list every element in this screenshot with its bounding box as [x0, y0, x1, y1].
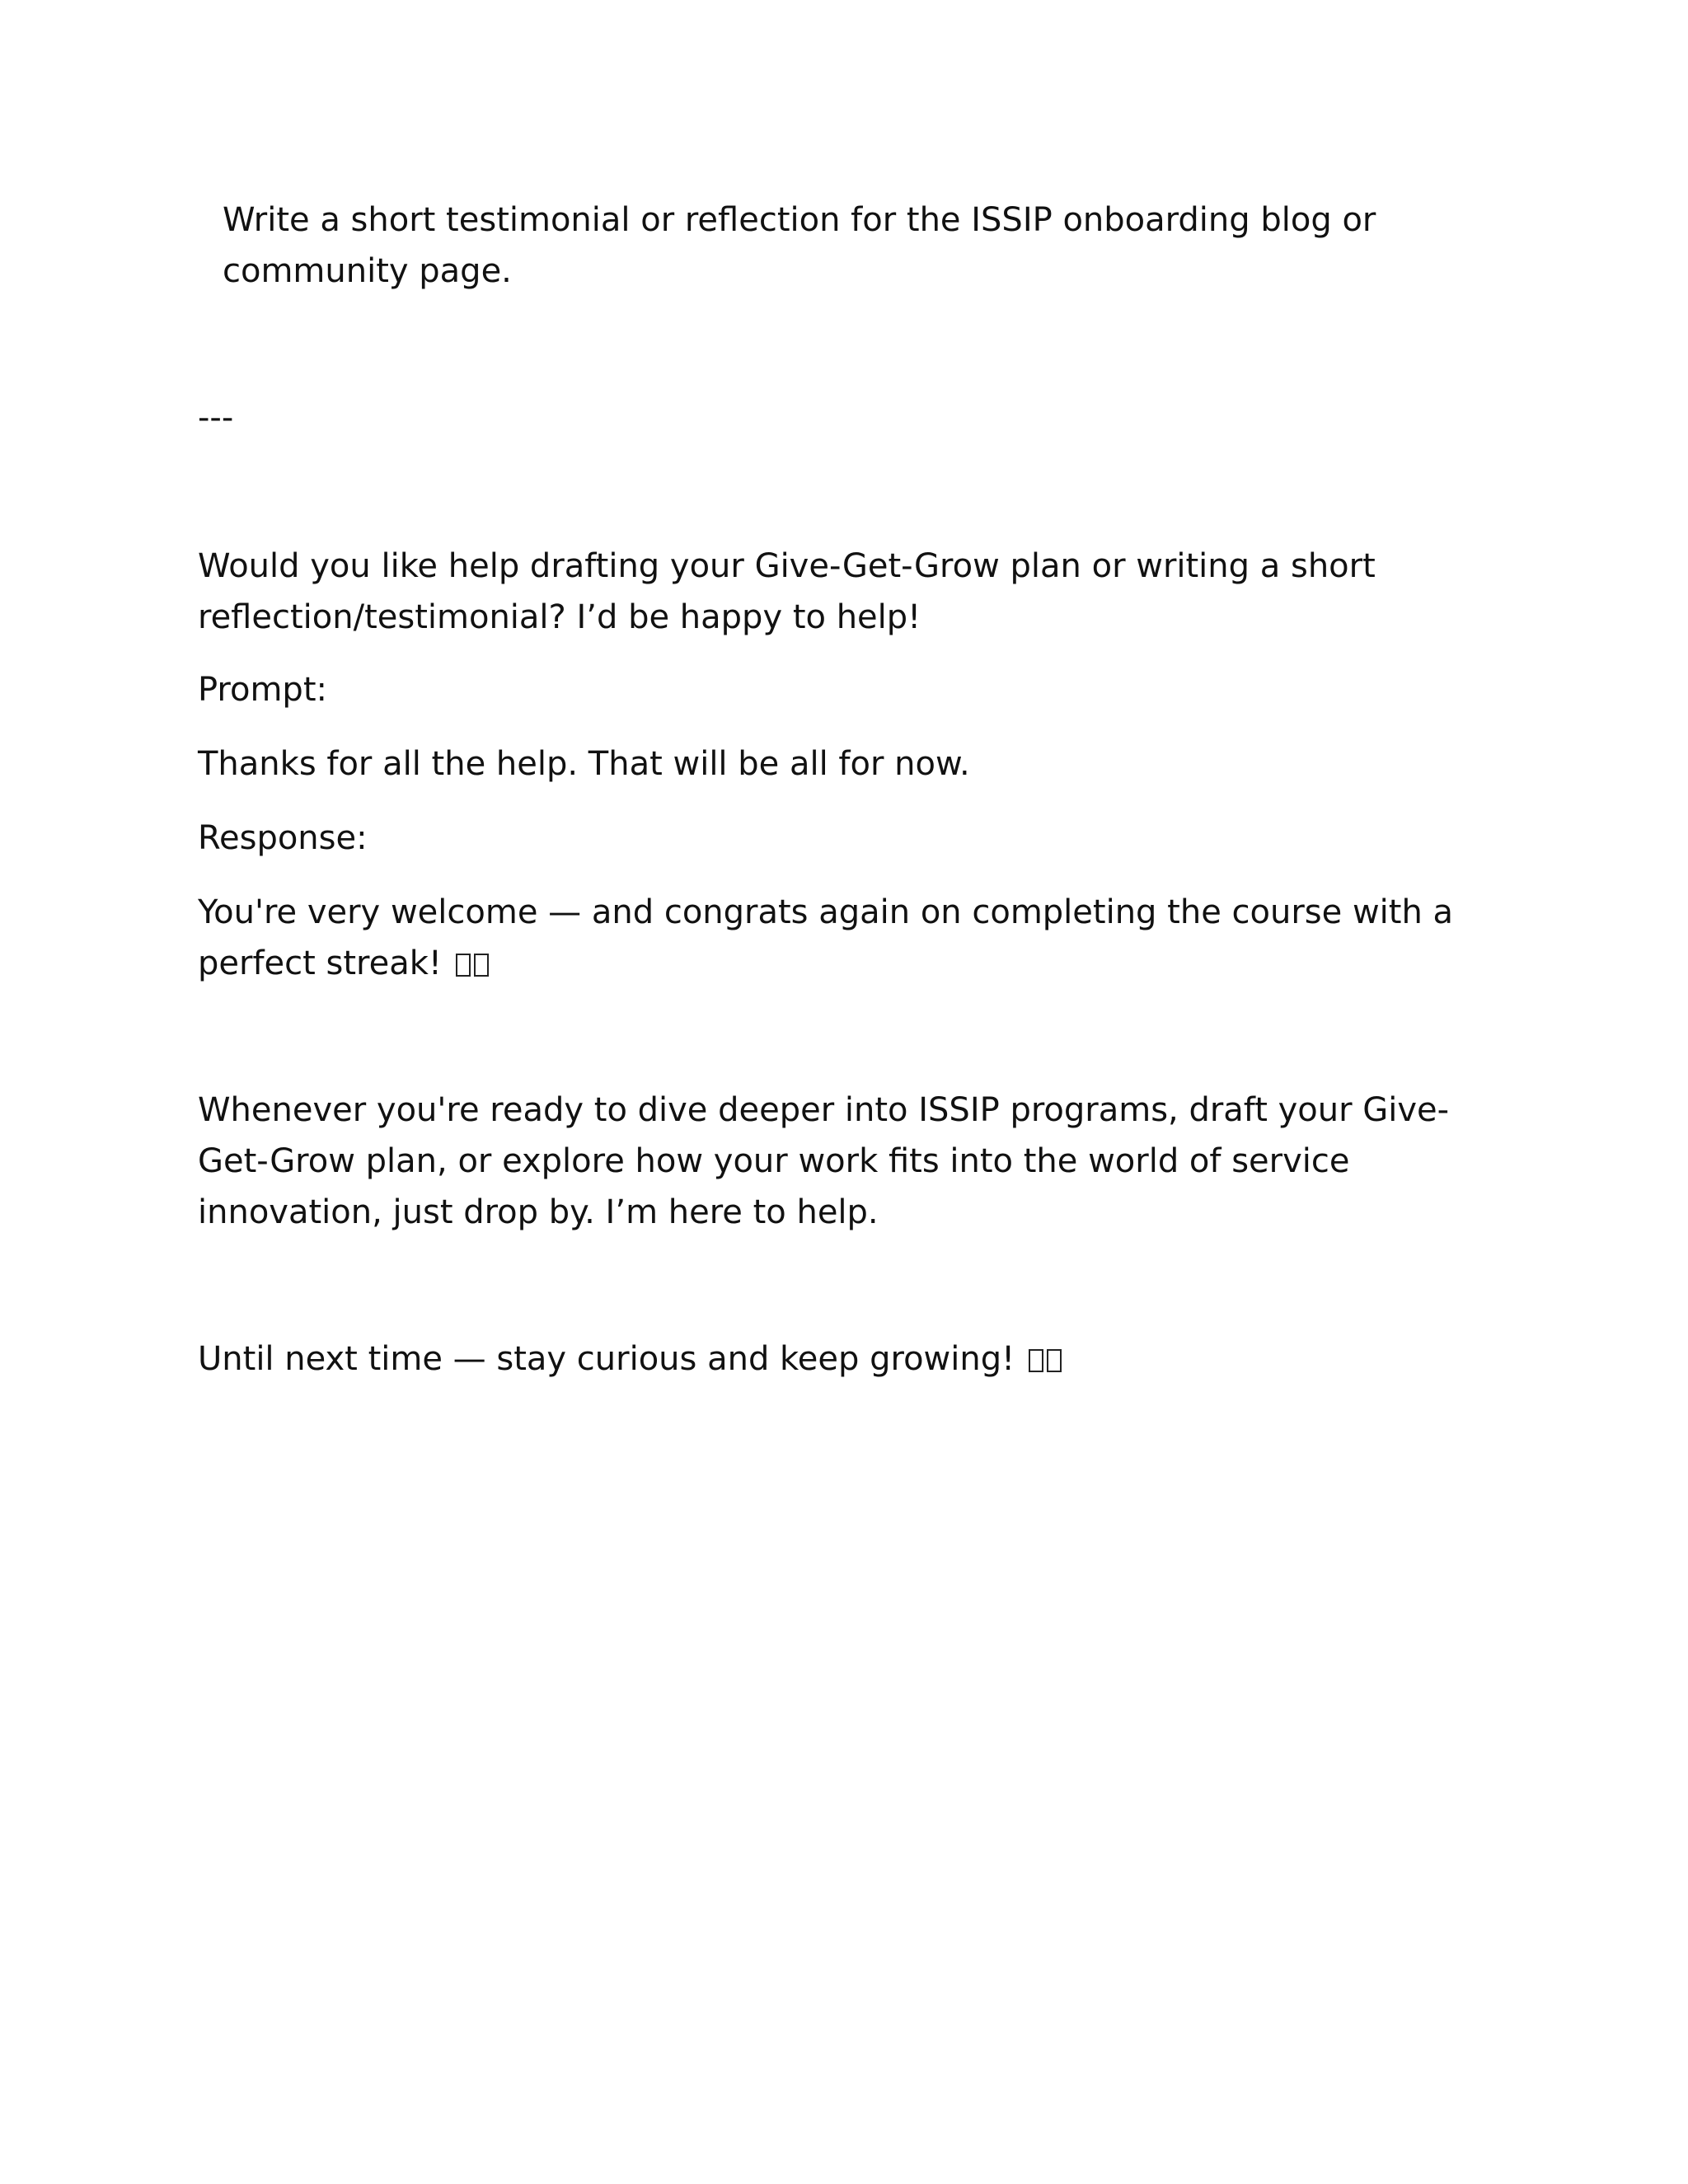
missing-emoji-icon — [1029, 1349, 1043, 1372]
farewell-paragraph — [198, 1333, 1484, 1385]
ready-paragraph: Whenever you're ready to dive deeper into ISSIP programs, draft your Give-Get-Grow plan, or explore how your work fits into the world of service innovation, just drop by. I’m here to help. — [198, 1091, 1450, 1231]
welcome-paragraph — [198, 887, 1484, 989]
missing-emoji-icon — [474, 954, 489, 977]
offer-paragraph: Would you like help drafting your Give-Get-Grow plan or writing a short reflection/testimonial? I’d be happy to help! — [198, 547, 1376, 636]
prompt-label: Prompt: — [198, 671, 327, 709]
missing-emoji-icon — [456, 954, 471, 977]
response-label: Response: — [198, 819, 368, 857]
intro-paragraph: Write a short testimonial or reflection for the ISSIP onboarding blog or community page. — [223, 201, 1376, 290]
welcome-text: You're very welcome — and congrats again on completing the course with a perfect streak! — [198, 893, 1454, 982]
farewell-text: Until next time — stay curious and keep growing! — [198, 1340, 1015, 1378]
separator-line: --- — [198, 399, 234, 437]
missing-emoji-icon — [1047, 1349, 1062, 1372]
prompt-paragraph: Thanks for all the help. That will be all for now. — [198, 745, 970, 783]
